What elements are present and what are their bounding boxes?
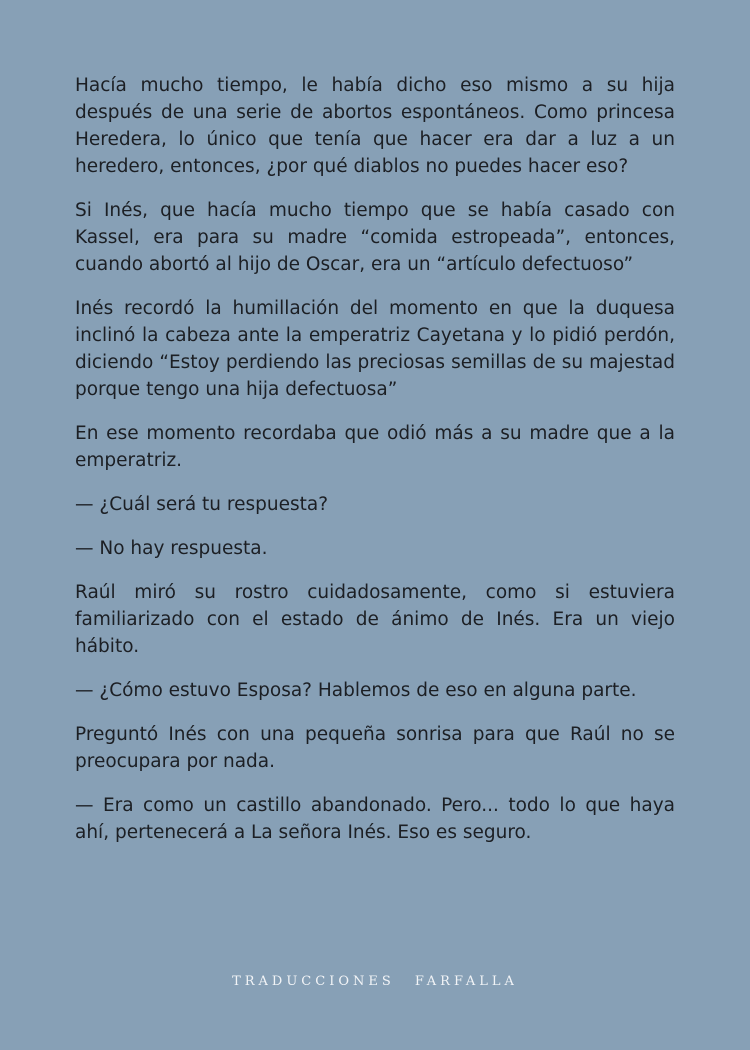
dialogue-line: — No hay respuesta.	[75, 538, 268, 559]
paragraph: En ese momento recordaba que odió más a su madre que a la emperatriz.	[75, 423, 675, 471]
paragraph: Raúl miró su rostro cuidadosamente, como si estuviera familiarizado con el estado de ánimo de Inés. Era un viejo hábito.	[75, 582, 675, 657]
dialogue-line: — Era como un castillo abandonado. Pero... todo lo que haya ahí, pertenecerá a La señora Inés. Eso es seguro.	[75, 795, 675, 843]
footer-credit: TRADUCCIONES FARFALLA	[232, 974, 518, 989]
dialogue-line: — ¿Cuál será tu respuesta?	[75, 494, 329, 515]
paragraph: Preguntó Inés con una pequeña sonrisa para que Raúl no se preocupara por nada.	[75, 724, 675, 772]
paragraph: Inés recordó la humillación del momento en que la duquesa inclinó la cabeza ante la emperatriz Cayetana y lo pidió perdón, diciendo “Estoy perdiendo las preciosas semillas de su majestad porque tengo una hija defectuosa”	[75, 298, 675, 400]
body-text	[75, 72, 675, 846]
paragraph: Hacía mucho tiempo, le había dicho eso mismo a su hija después de una serie de abortos espontáneos. Como princesa Heredera, lo único que tenía que hacer era dar a luz a un heredero, entonces, ¿por qué diablos no puedes hacer eso?	[75, 75, 675, 177]
dialogue-line: — ¿Cómo estuvo Esposa? Hablemos de eso en alguna parte.	[75, 680, 637, 701]
paragraph: Si Inés, que hacía mucho tiempo que se había casado con Kassel, era para su madre “comida estropeada”, entonces, cuando abortó al hijo de Oscar, era un “artículo defectuoso”	[75, 200, 675, 275]
